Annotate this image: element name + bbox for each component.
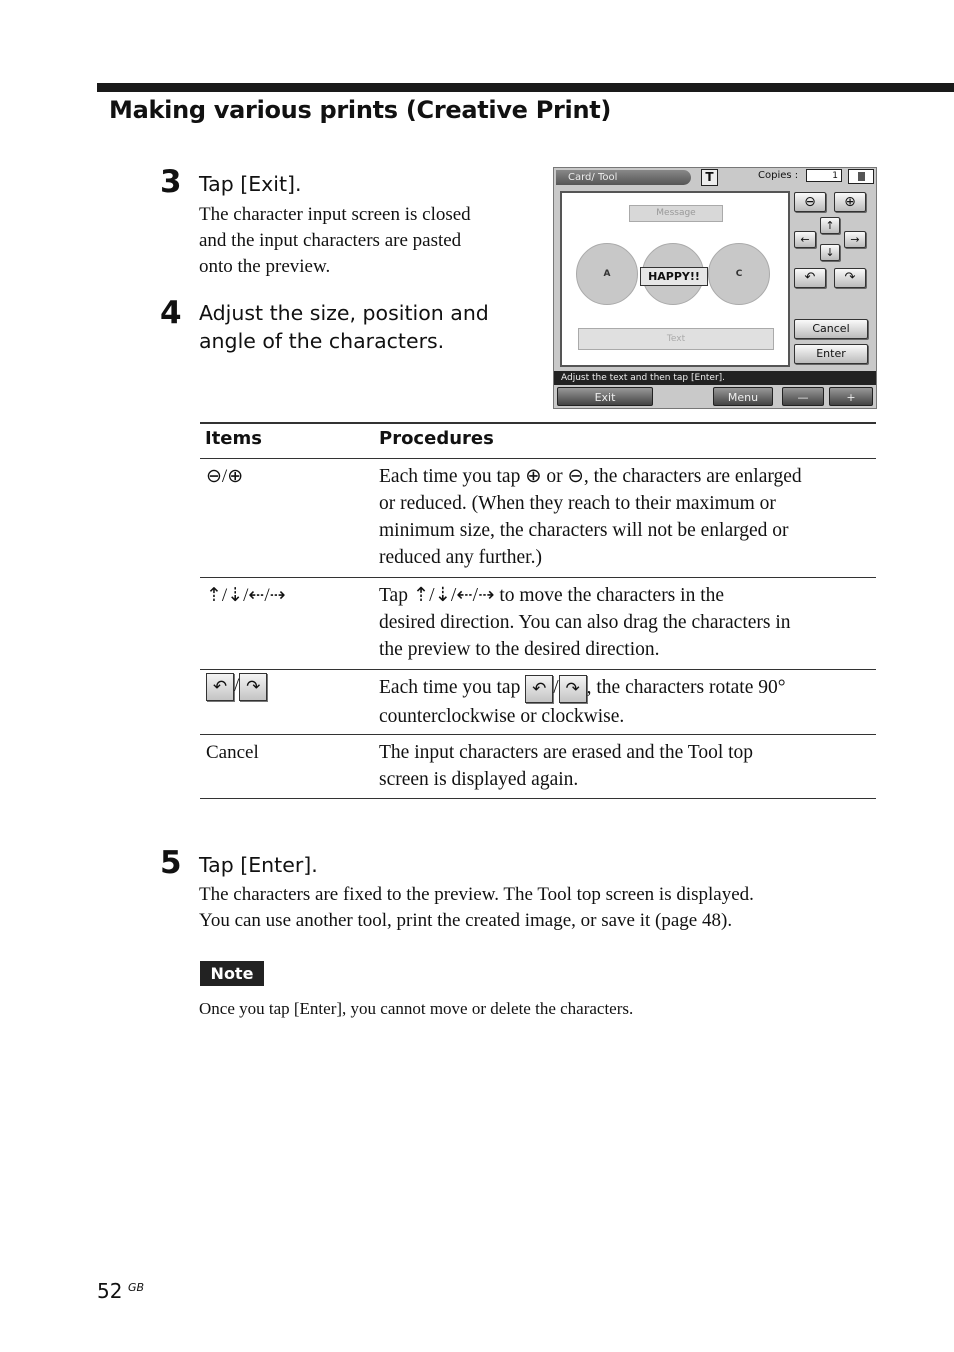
item-separator: / — [234, 675, 240, 696]
screen-minus-button: — — [782, 387, 824, 406]
preview-message: Message — [629, 205, 723, 222]
screen-plus-button: + — [829, 387, 873, 406]
screen-enter-button: Enter — [794, 344, 868, 364]
step-4-number: 4 — [160, 295, 182, 331]
copies-label: Copies : — [758, 170, 799, 181]
page-suffix: GB — [128, 1281, 145, 1294]
procedure-text: Each time you tap — [379, 677, 521, 698]
procedure-line: desired direction. You can also drag the characters in — [379, 612, 791, 633]
screen-status-bar: Adjust the text and then tap [Enter]. — [554, 371, 876, 385]
procedure-line: minimum size, the characters will not be enlarged or — [379, 520, 789, 541]
table-header-items: Items — [205, 428, 262, 449]
table-row-2-item: ⇡/⇣/⇠/⇢ — [206, 585, 286, 606]
procedure-line: reduced any further.) — [379, 547, 542, 568]
step-4-line: Adjust the size, position and — [199, 301, 489, 325]
step-3-line: onto the preview. — [199, 256, 331, 277]
screen-menu-button: Menu — [713, 387, 773, 406]
table-rule — [200, 458, 876, 459]
table-row-4-item: Cancel — [206, 742, 259, 763]
procedure-line: or reduced. (When they reach to their maximum or — [379, 493, 776, 514]
step-5-number: 5 — [160, 845, 182, 881]
note-label: Note — [200, 961, 264, 986]
table-rule — [200, 669, 876, 670]
preview-circle-a: A — [576, 243, 638, 305]
table-top-rule — [200, 422, 876, 424]
device-screen — [553, 167, 877, 409]
step-4-line: angle of the characters. — [199, 329, 445, 353]
rotate-cw-icon: ↷ — [239, 673, 267, 701]
step-4-heading — [199, 299, 489, 355]
rotate-ccw-icon: ↶ — [525, 675, 553, 703]
section-title: Making various prints (Creative Print) — [109, 96, 612, 124]
rotate-ccw-button: ↶ — [794, 268, 826, 288]
table-rule — [200, 734, 876, 735]
step-3-line: The character input screen is closed — [199, 204, 471, 225]
step-3-line: and the input characters are pasted — [199, 230, 462, 251]
screen-cancel-button: Cancel — [794, 319, 868, 339]
procedure-line: screen is displayed again. — [379, 769, 579, 790]
right-arrow-button: → — [844, 231, 866, 248]
table-row-2-procedure — [379, 582, 873, 663]
down-arrow-button: ↓ — [820, 244, 840, 261]
procedure-line: counterclockwise or clockwise. — [379, 705, 625, 727]
step-5-line: You can use another tool, print the created image, or save it (page 48). — [199, 910, 733, 931]
table-row-4-procedure — [379, 739, 873, 793]
zoom-out-button: ⊖ — [794, 192, 826, 212]
procedure-text: , the characters rotate 90° — [586, 677, 786, 698]
table-row-3-item — [206, 672, 267, 701]
rotate-cw-button: ↷ — [834, 268, 866, 288]
procedure-line: Tap ⇡/⇣/⇠/⇢ to move the characters in the — [379, 585, 725, 606]
table-row-1-item: ⊖/⊕ — [206, 466, 244, 487]
step-3-body — [199, 202, 471, 280]
copies-value: 1 — [806, 169, 842, 182]
screen-tab: Card/ Tool — [556, 170, 691, 185]
step-3-number: 3 — [160, 164, 182, 200]
note-text: Once you tap [Enter], you cannot move or delete the characters. — [199, 999, 634, 1018]
step-5-body — [199, 882, 754, 934]
procedure-line: The input characters are erased and the Tool top — [379, 742, 754, 763]
procedure-line: the preview to the desired direction. — [379, 639, 660, 660]
table-bottom-rule — [200, 798, 876, 799]
up-arrow-button: ↑ — [820, 217, 840, 234]
step-5-line: The characters are fixed to the preview. The Tool top screen is displayed. — [199, 884, 754, 905]
step-5-heading: Tap [Enter]. — [199, 853, 318, 877]
rotate-ccw-icon: ↶ — [206, 673, 234, 701]
preview-happy-text: HAPPY!! — [640, 267, 708, 286]
procedure-line: Each time you tap ⊕ or ⊖, the characters are enlarged — [379, 466, 802, 487]
preview-area — [560, 191, 790, 367]
table-rule — [200, 577, 876, 578]
screen-exit-button: Exit — [557, 387, 653, 406]
table-row-3-procedure — [379, 674, 873, 730]
table-header-procedures: Procedures — [379, 428, 494, 449]
zoom-in-button: ⊕ — [834, 192, 866, 212]
text-tool-icon: T — [701, 169, 718, 186]
procedure-line: Each time you tap ↶ / ↷ , the characters rotate 90° — [379, 674, 873, 703]
preview-text-field: Text — [578, 328, 774, 350]
table-row-1-procedure — [379, 463, 873, 571]
section-rule — [97, 83, 954, 92]
left-arrow-button: ← — [794, 231, 816, 248]
battery-icon — [848, 169, 874, 184]
rotate-cw-icon: ↷ — [559, 675, 587, 703]
page-number: 52 — [97, 1279, 123, 1303]
step-3-heading: Tap [Exit]. — [199, 172, 302, 196]
preview-circle-c: C — [708, 243, 770, 305]
